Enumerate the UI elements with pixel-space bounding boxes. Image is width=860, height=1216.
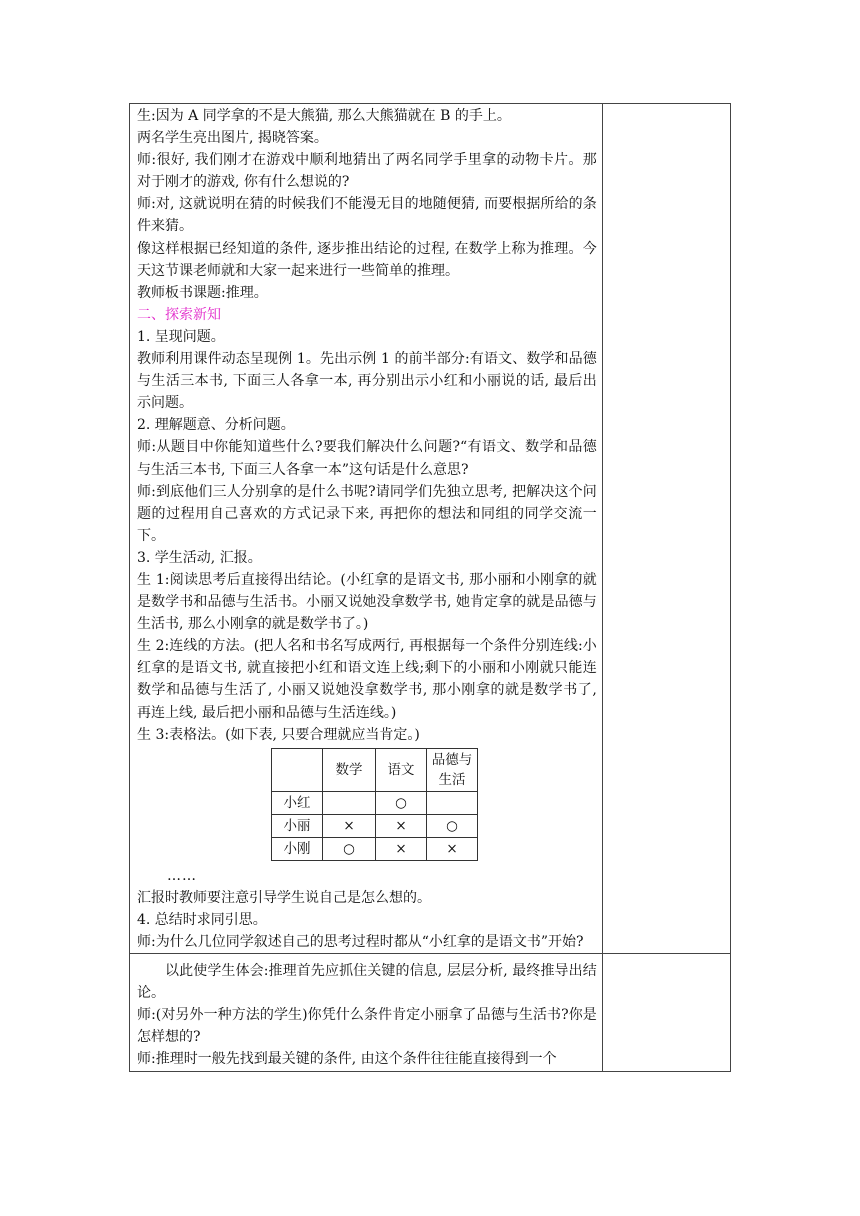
section-heading: 二、探索新知 xyxy=(137,306,221,323)
text-line: 生 2:连线的方法。(把人名和书名写成两行, 再根据每一个条件分别连线:小红拿的是语文书, 就直接把小红和语文连上线;剩下的小丽和小刚就只能连数学和品德与生活了, 小丽又说她没拿数学书, 那小刚拿的就是数学书了, 再连上线, 最后把小丽和品德与生活连线。) xyxy=(137,638,597,721)
text-line: 3. 学生活动, 汇报。 xyxy=(137,549,262,566)
grid-cell: × xyxy=(427,837,478,860)
notes-cell xyxy=(602,104,730,954)
text-line: 像这样根据已经知道的条件, 逐步推出结论的过程, 在数学上称为推理。今天这节课老师就和大家一起来进行一些简单的推理。 xyxy=(137,240,597,279)
text-line: 教师利用课件动态呈现例 1。先出示例 1 的前半部分:有语文、数学和品德与生活三本书, 下面三人各拿一本, 再分别出示小红和小丽说的话, 最后出示问题。 xyxy=(137,351,597,412)
grid-cell: × xyxy=(376,837,427,860)
text-line: 4. 总结时求同引思。 xyxy=(137,911,267,928)
lesson-row-1 xyxy=(130,104,731,954)
text-line: 生 1:阅读思考后直接得出结论。(小红拿的是语文书, 那小丽和小刚拿的就是数学书和品德与生活书。小丽又说她没拿数学书, 她肯定拿的就是品德与生活书, 那么小刚拿的就是数学书了。) xyxy=(137,571,597,633)
grid-cell: ○ xyxy=(376,791,427,814)
grid-header-cell: 数学 xyxy=(323,748,376,791)
grid-row xyxy=(272,837,478,860)
grid-cell: 小红 xyxy=(272,791,323,814)
grid-cell xyxy=(323,791,376,814)
lesson-content xyxy=(130,954,602,1070)
grid-header-row xyxy=(272,748,478,791)
text-line: 教师板书课题:推理。 xyxy=(137,284,268,301)
lesson-plan-table xyxy=(129,103,731,1072)
grid-header-cell: 语文 xyxy=(376,748,427,791)
lesson-content-cell xyxy=(130,104,603,954)
grid-row xyxy=(272,791,478,814)
text-line: 汇报时教师要注意引导学生说自己是怎么想的。 xyxy=(137,889,431,906)
grid-cell xyxy=(427,791,478,814)
lesson-content-cell xyxy=(130,954,603,1071)
text-line: 师:为什么几位同学叙述自己的思考过程时都从“小红拿的是语文书”开始? xyxy=(137,934,584,950)
reasoning-grid-table xyxy=(271,748,478,861)
grid-cell: ○ xyxy=(427,814,478,837)
grid-cell: 小刚 xyxy=(272,837,323,860)
grid-header-cell: 品德与生活 xyxy=(427,748,478,791)
text-line: 两名学生亮出图片, 揭晓答案。 xyxy=(137,130,328,147)
grid-cell: × xyxy=(323,814,376,837)
lesson-row-2 xyxy=(130,954,731,1071)
grid-cell: ○ xyxy=(323,837,376,860)
text-line: 以此使学生体会:推理首先应抓住关键的信息, 层层分析, 最终推导出结论。 xyxy=(137,963,597,1002)
text-line: 1. 呈现问题。 xyxy=(137,328,225,345)
text-line: 师:推理时一般先找到最关键的条件, 由这个条件往往能直接得到一个 xyxy=(137,1051,557,1068)
grid-cell: 小丽 xyxy=(272,814,323,837)
grid-header-cell xyxy=(272,748,323,791)
text-line: 2. 理解题意、分析问题。 xyxy=(137,417,295,434)
lesson-content xyxy=(130,104,602,953)
text-line: 师:很好, 我们刚才在游戏中顺利地猜出了两名同学手里拿的动物卡片。那对于刚才的游戏, 你有什么想说的? xyxy=(137,152,597,191)
text-line: 师:(对另外一种方法的学生)你凭什么条件肯定小丽拿了品德与生活书?你是怎样想的? xyxy=(137,1007,597,1046)
text-line: 师:到底他们三人分别拿的是什么书呢?请同学们先独立思考, 把解决这个问题的过程用自己喜欢的方式记录下来, 再把你的想法和同组的同学交流一下。 xyxy=(137,483,597,544)
text-line: 生:因为 A 同学拿的不是大熊猫, 那么大熊猫就在 B 的手上。 xyxy=(137,108,511,124)
ellipsis: …… xyxy=(167,867,197,884)
notes-cell xyxy=(602,954,730,1071)
text-line: 生 3:表格法。(如下表, 只要合理就应当肯定。) xyxy=(137,726,420,743)
text-line: 师:从题目中你能知道些什么?要我们解决什么问题?“有语文、数学和品德与生活三本书, 下面三人各拿一本”这句话是什么意思? xyxy=(137,439,597,478)
grid-row xyxy=(272,814,478,837)
text-line: 师:对, 这就说明在猜的时候我们不能漫无目的地随便猜, 而要根据所给的条件来猜。 xyxy=(137,196,597,235)
grid-cell: × xyxy=(376,814,427,837)
